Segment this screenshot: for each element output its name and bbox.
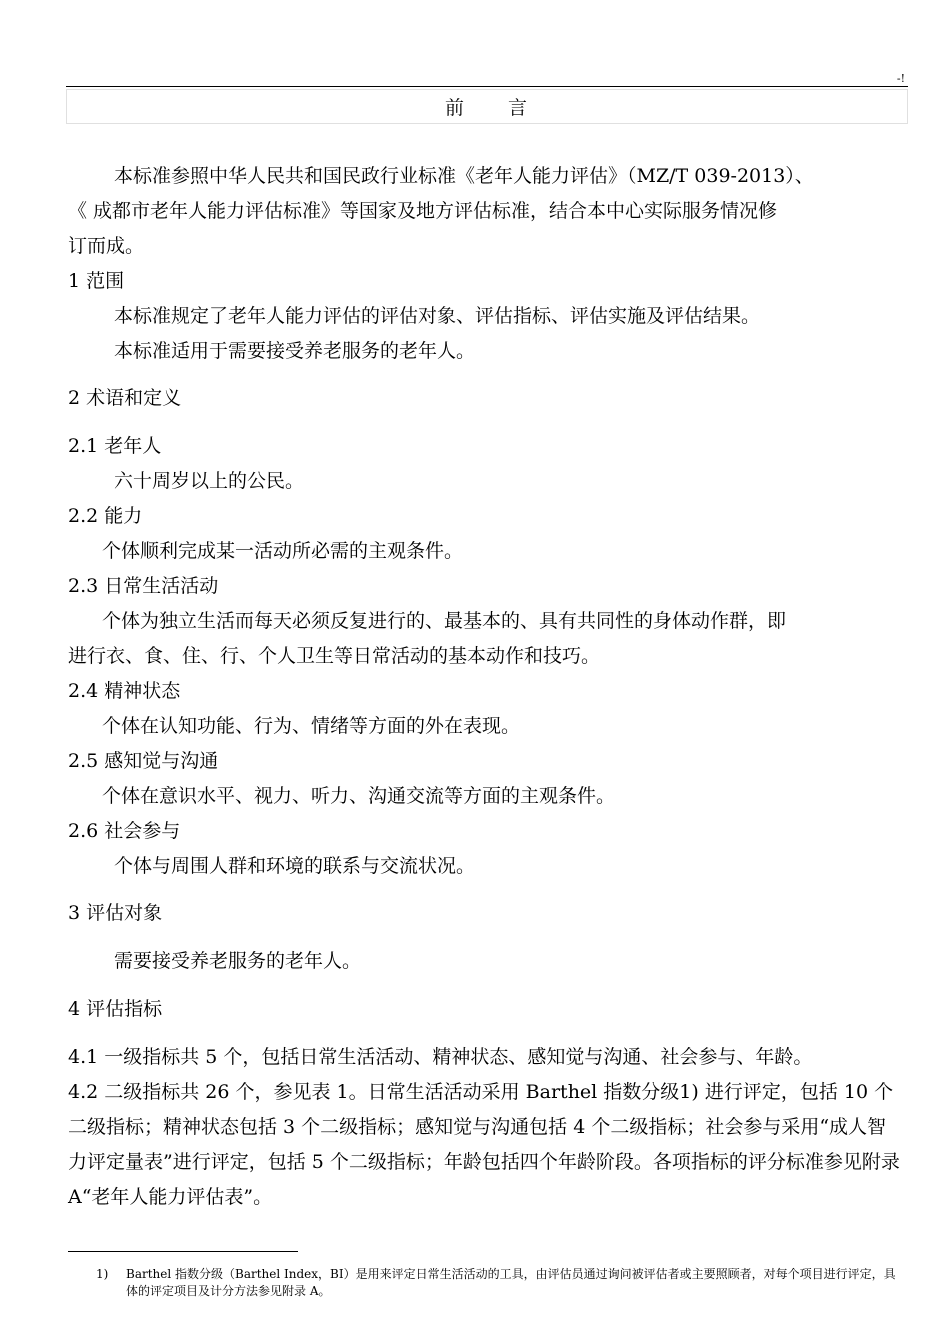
- definition-2-2-heading: 2.2 能力: [68, 505, 143, 527]
- definition-2-4-text: 个体在认知功能、行为、情绪等方面的外在表现。: [102, 715, 521, 737]
- footnote-rule: [68, 1251, 298, 1252]
- section-4-paragraph-2: 4.2 二级指标共 26 个，参见表 1。日常生活活动采用 Barthel 指数分级1) 进行评定，包括 10 个二级指标；精神状态包括 3 个二级指标；感知觉与沟通包括 4 个二级指标；社会参与采用“成人智力评定量表”进行评定，包括 5 个二级指标；年龄包括四个年龄阶段。各项指标的评分标准参见附录 A“老年人能力评估表”。: [68, 1081, 900, 1208]
- header-rule: [66, 86, 908, 87]
- definition-2-3-heading: 2.3 日常生活活动: [68, 575, 219, 597]
- section-1-paragraph-2: 本标准适用于需要接受养老服务的老年人。: [114, 340, 476, 362]
- definition-2-1-text: 六十周岁以上的公民。: [114, 470, 305, 492]
- section-2-heading: 2 术语和定义: [68, 387, 182, 409]
- section-1-heading: 1 范围: [68, 270, 125, 292]
- footnote-number: 1): [96, 1267, 109, 1281]
- intro-line-2: 《 成都市老年人能力评估标准》等国家及地方评估标准，结合本中心实际服务情况修: [68, 200, 778, 222]
- intro-line-3: 订而成。: [68, 235, 145, 257]
- definition-2-3-text-2: 进行衣、食、住、行、个人卫生等日常活动的基本动作和技巧。: [68, 645, 601, 667]
- intro-line-1: 本标准参照中华人民共和国民政行业标准《老年人能力评估》（MZ/T 039-2013）、: [114, 165, 814, 187]
- definition-2-2-text: 个体顺利完成某一活动所必需的主观条件。: [102, 540, 464, 562]
- page-title: 前 言: [66, 89, 908, 124]
- definition-2-5-heading: 2.5 感知觉与沟通: [68, 750, 219, 772]
- definition-2-4-heading: 2.4 精神状态: [68, 680, 181, 702]
- section-4-paragraph-1: 4.1 一级指标共 5 个，包括日常生活活动、精神状态、感知觉与沟通、社会参与、年龄。: [68, 1046, 813, 1068]
- definition-2-1-heading: 2.1 老年人: [68, 435, 162, 457]
- definition-2-6-text: 个体与周围人群和环境的联系与交流状况。: [114, 855, 476, 877]
- section-3-text: 需要接受养老服务的老年人。: [114, 950, 362, 972]
- section-3-heading: 3 评估对象: [68, 902, 163, 924]
- page-mark: -!: [896, 72, 905, 85]
- section-1-paragraph-1: 本标准规定了老年人能力评估的评估对象、评估指标、评估实施及评估结果。: [114, 305, 761, 327]
- definition-2-6-heading: 2.6 社会参与: [68, 820, 181, 842]
- definition-2-5-text: 个体在意识水平、视力、听力、沟通交流等方面的主观条件。: [102, 785, 616, 807]
- footnote-text: Barthel 指数分级（Barthel Index，BI）是用来评定日常生活活动的工具，由评估员通过询问被评估者或主要照顾者，对每个项目进行评定，具体的评定项目及计分方法参见附录 A。: [126, 1267, 896, 1298]
- definition-2-3-text-1: 个体为独立生活而每天必须反复进行的、最基本的、具有共同性的身体动作群，即: [102, 610, 787, 632]
- section-4-heading: 4 评估指标: [68, 998, 163, 1020]
